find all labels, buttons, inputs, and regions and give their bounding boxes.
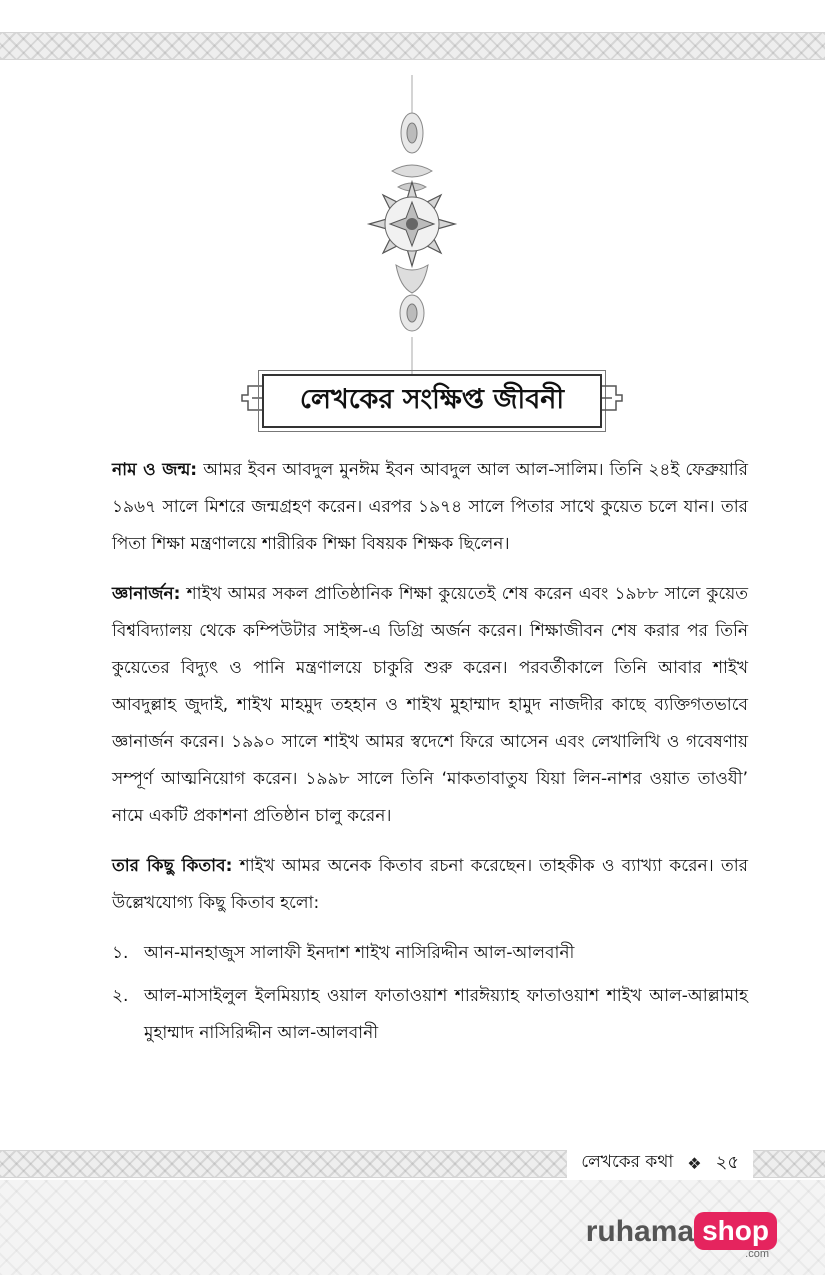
running-footer	[567, 1148, 753, 1178]
section-books	[112, 848, 748, 922]
list-item-number: ২.	[112, 986, 129, 1006]
section-text: শাইখ আমর অনেক কিতাব রচনা করেছেন। তাহকীক ও ব্যাখ্যা করেন। তার উল্লেখযোগ্য কিছু কিতাব হলো:	[112, 856, 748, 913]
section-heading: তার কিছু কিতাব:	[112, 856, 233, 876]
ornament-square-icon: ❖	[687, 1153, 702, 1173]
list-item	[112, 935, 748, 972]
list-item-text: আন-মানহাজুস সালাফী ইনদাশ শাইখ নাসিরিদ্দীন আল-আলবানী	[144, 943, 575, 963]
page-title-text: লেখকের সংক্ষিপ্ত জীবনী	[299, 383, 565, 415]
page-number: ২৫	[715, 1151, 739, 1173]
section-heading: জ্ঞানার্জন:	[112, 584, 181, 604]
list-item-number: ১.	[112, 943, 129, 963]
title-right-bracket-ornament	[600, 383, 624, 413]
biography-content	[112, 452, 748, 1058]
logo-text-right: shop	[694, 1212, 777, 1250]
islamic-star-rosette-icon	[362, 75, 462, 375]
list-item-text: আল-মাসাইলুল ইলমিয়্যাহ ওয়াল ফাতাওয়াশ শারঈয়্যাহ ফাতাওয়াশ শাইখ আল-আল্লামাহ মুহাম্মাদ নাসিরিদ্দীন আল-আলবানী	[144, 986, 748, 1043]
title-left-bracket-ornament	[240, 383, 264, 413]
logo-domain: .com	[745, 1248, 769, 1260]
footer-chapter-title: লেখকের কথা	[581, 1152, 674, 1172]
page-title	[262, 374, 602, 428]
section-education	[112, 576, 748, 835]
logo-text-left: ruhama	[585, 1215, 695, 1248]
list-item	[112, 978, 748, 1052]
top-decorative-band	[0, 32, 825, 60]
section-name-birth	[112, 452, 748, 563]
ruhamashop-logo	[585, 1212, 777, 1260]
section-heading: নাম ও জন্ম:	[112, 460, 198, 480]
section-text: আমর ইবন আবদুল মুনঈম ইবন আবদুল আল আল-সালিম। তিনি ২৪ই ফেব্রুয়ারি ১৯৬৭ সালে মিশরে জন্মগ্রহণ করেন। এরপর ১৯৭৪ সালে পিতার সাথে কুয়েত চলে যান। তার পিতা শিক্ষা মন্ত্রণালয়ে শারীরিক শিক্ষা বিষয়ক শিক্ষক ছিলেন।	[112, 460, 748, 554]
section-text: শাইখ আমর সকল প্রাতিষ্ঠানিক শিক্ষা কুয়েতেই শেষ করেন এবং ১৯৮৮ সালে কুয়েত বিশ্ববিদ্যালয় থেকে কম্পিউটার সাইন্স-এ ডিগ্রি অর্জন করেন। শিক্ষাজীবন শেষ করার পর তিনি কুয়েতের বিদ্যুৎ ও পানি মন্ত্রণালয়ে চাকুরি শুরু করেন। পরবর্তীকালে তিনি আবার শাইখ আবদুল্লাহ জুদাই, শাইখ মাহমুদ তহহান ও শাইখ মুহাম্মাদ হামুদ নাজদীর কাছে ব্যক্তিগতভাবে জ্ঞানার্জন করেন। ১৯৯০ সালে শাইখ আমর স্বদেশে ফিরে আসেন এবং লেখালিখি ও গবেষণায় সম্পূর্ণ আত্মনিয়োগ করেন। ১৯৯৮ সালে তিনি ‘মাকতাবাতুয যিয়া লিন-নাশর ওয়াত তাওযী’ নামে একটি প্রকাশনা প্রতিষ্ঠান চালু করেন।	[112, 584, 748, 826]
